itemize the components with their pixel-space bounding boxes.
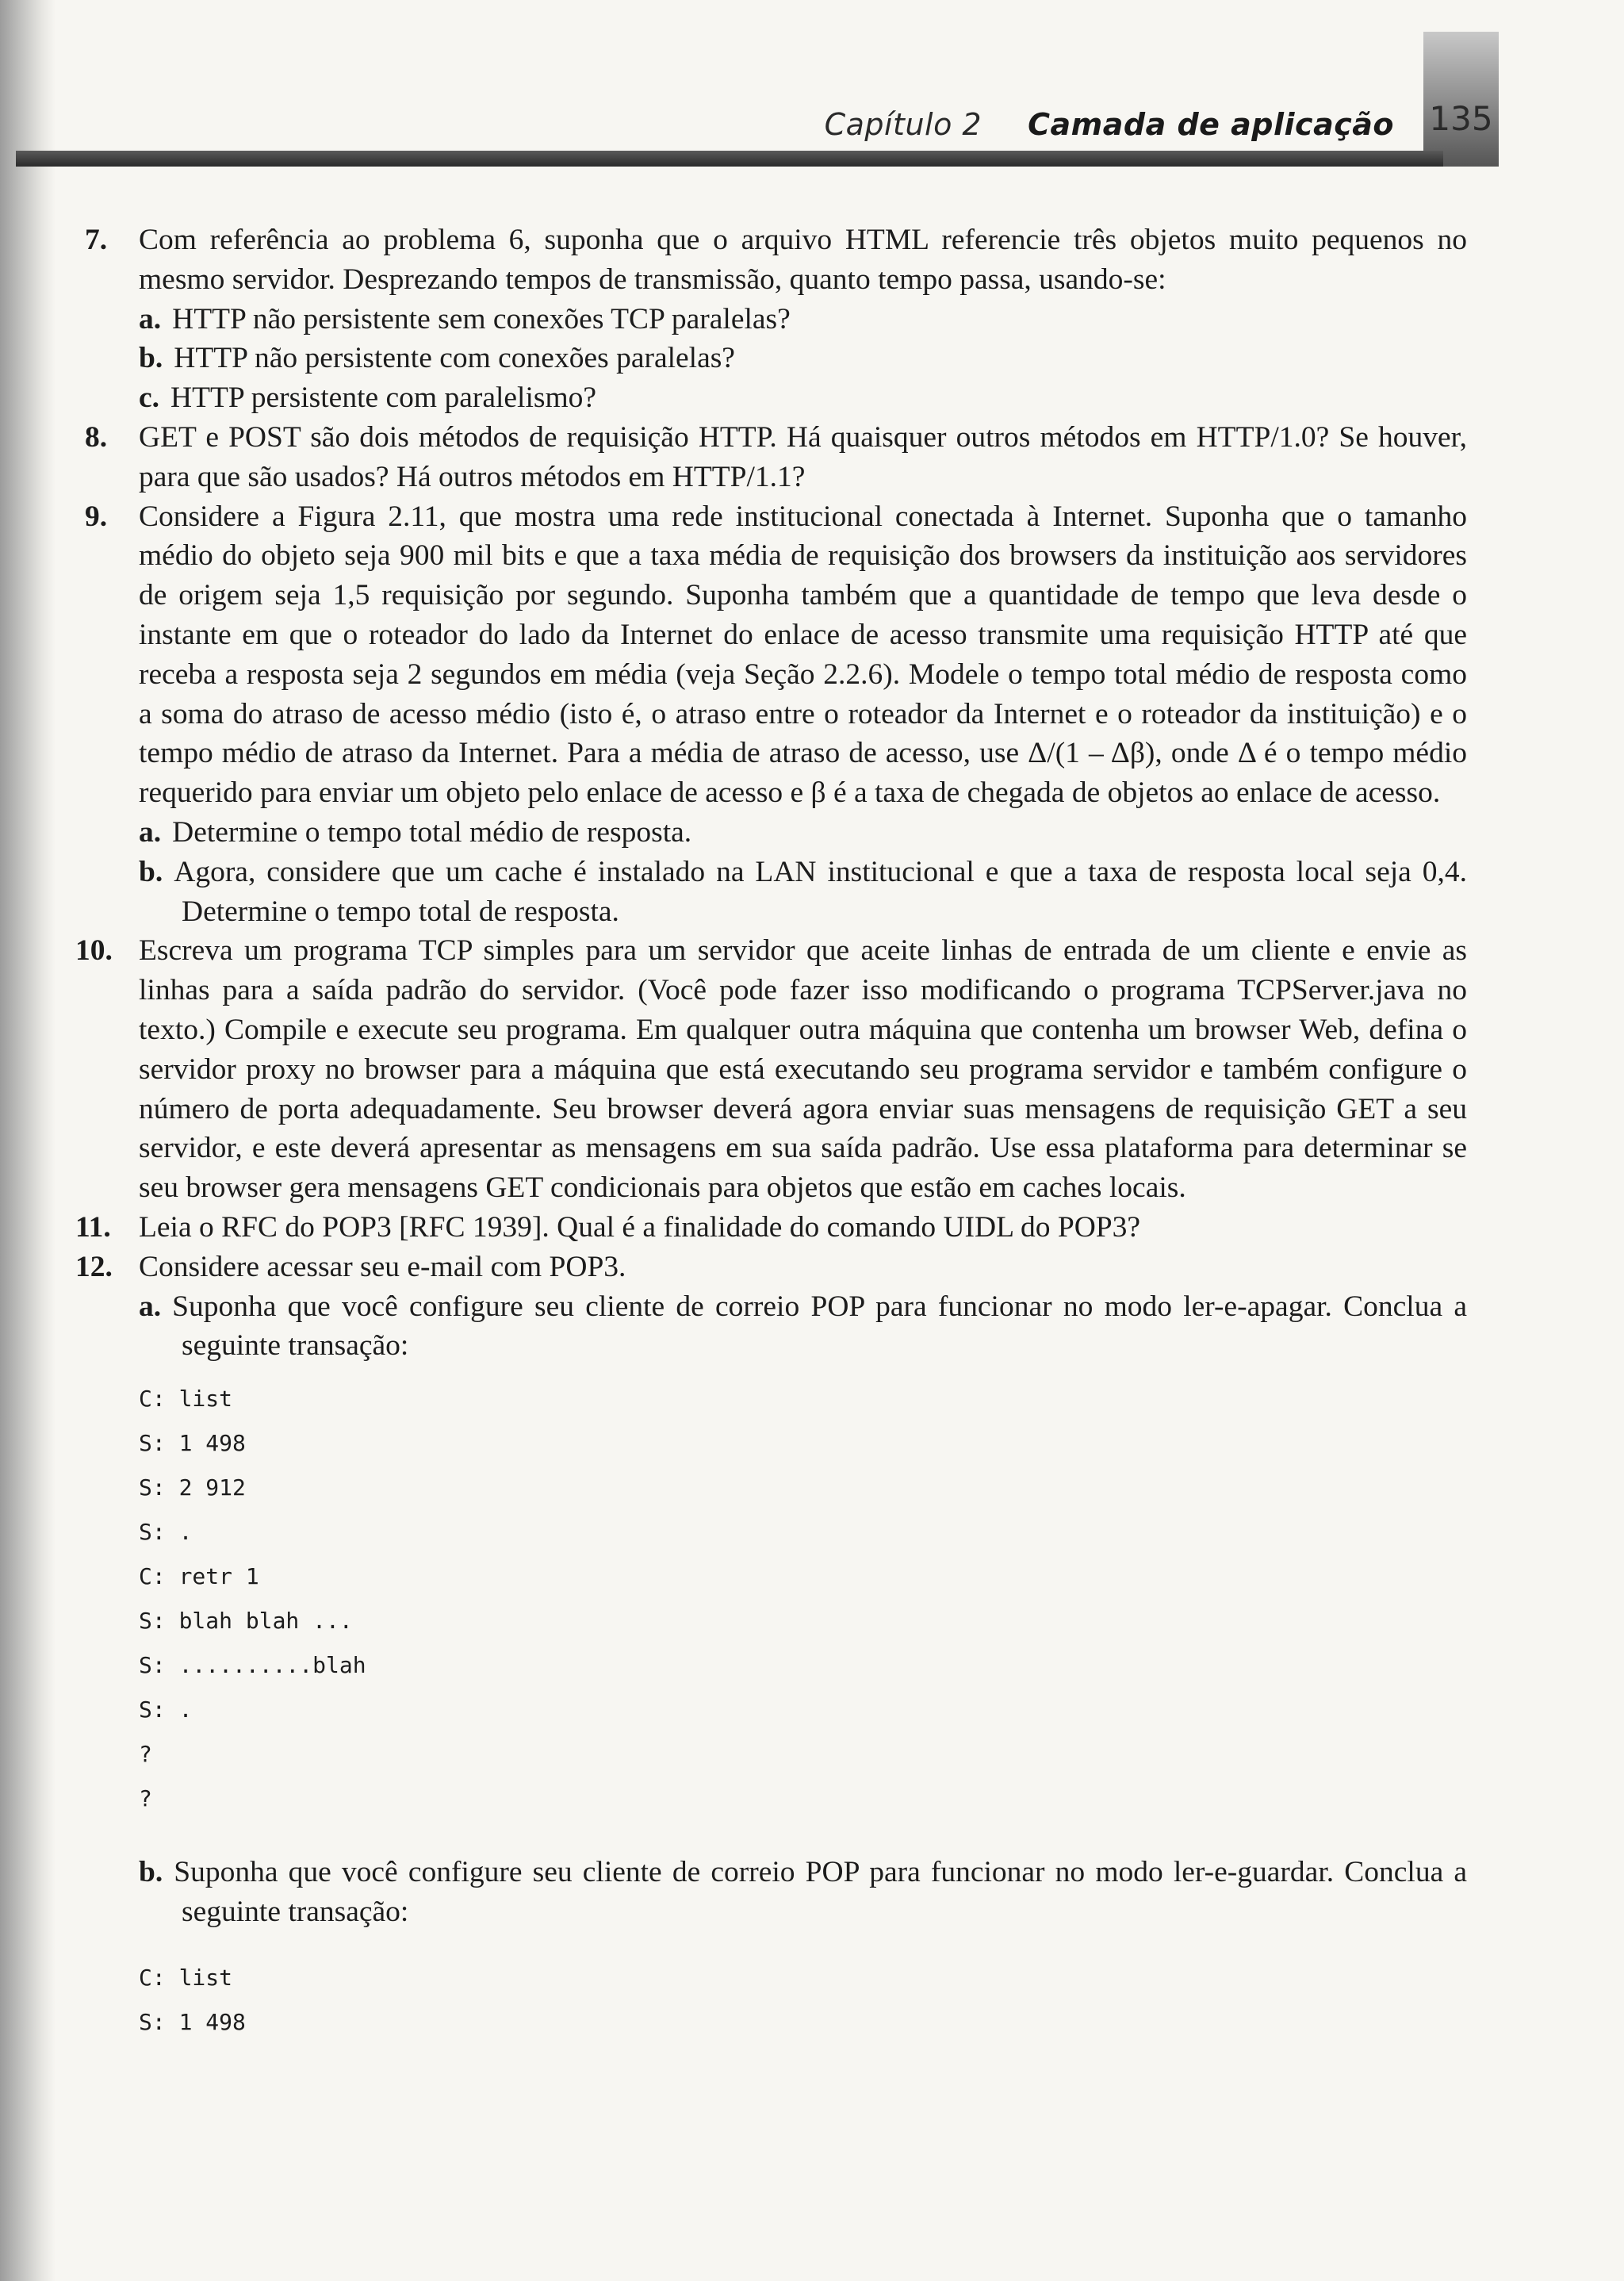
- problem-number: 10.: [75, 934, 113, 968]
- problem-text: Leia o RFC do POP3 [RFC 1939]. Qual é a finalidade do comando UIDL do POP3?: [139, 1210, 1141, 1244]
- problem-11: [75, 1208, 1467, 1248]
- problem-9: [85, 497, 1467, 932]
- problem-number: 8.: [85, 420, 108, 454]
- problem-7: [85, 220, 1467, 418]
- subitem-label: a.: [139, 302, 162, 335]
- subitem-b: [139, 339, 1467, 378]
- subitem-b: [139, 853, 1467, 932]
- problem-text: Considere a Figura 2.11, que mostra uma rede institucional conectada à Internet. Suponha que o tamanho médio do objeto seja 900 mil bits e que a taxa média de requisição dos browsers da instituição aos servidores de origem seja 1,5 requisição por segundo. Suponha também que a quantidade de tempo que leva desde o instante em que o roteador do lado da Internet do enlace de acesso transmite uma requisição HTTP até que receba a resposta seja 2 segundos em média (veja Seção 2.2.6). Modele o tempo total médio de resposta como a soma do atraso de acesso médio (isto é, o atraso entre o roteador da Internet e o roteador da instituição) e o tempo médio de atraso da Internet. Para a média de atraso de acesso, use Δ/(1 – Δβ), onde Δ é o tempo médio requerido para enviar um objeto pelo enlace de acesso e β é a taxa de chegada de objetos ao enlace de acesso.: [139, 500, 1467, 810]
- problem-text: Com referência ao problema 6, suponha que o arquivo HTML referencie três objetos muito pequenos no mesmo servidor. Desprezando tempos de transmissão, quanto tempo passa, usando-se:: [139, 224, 1467, 296]
- page-body: [75, 220, 1467, 2053]
- problem-text: Escreva um programa TCP simples para um servidor que aceite linhas de entrada de um cliente e envie as linhas para a saída padrão do servidor. (Você pode fazer isso modificando o programa TCPServer.java no texto.) Compile e execute seu programa. Em qualquer outra máquina que contenha um browser Web, defina o servidor proxy no browser para a máquina que está executando seu programa servidor e também configure o número de porta adequadamente. Seu browser deverá agora enviar suas mensagens de requisição GET a seu servidor, e este deverá apresentar as mensagens em sua saída padrão. Use essa plataforma para determinar se seu browser gera mensagens GET condicionais para objetos que estão em caches locais.: [139, 934, 1467, 1205]
- code-line: ?: [139, 1741, 152, 1768]
- subitem-text: Determine o tempo total médio de resposta.: [172, 815, 692, 849]
- subitem-label: a.: [139, 815, 162, 849]
- subitem-label: b.: [139, 1856, 163, 1889]
- subitem-text: Suponha que você configure seu cliente de correio POP para funcionar no modo ler-e-guardar. Conclua a seguinte transação:: [174, 1856, 1467, 1928]
- problem-number: 12.: [75, 1250, 113, 1283]
- subitem-text: Suponha que você configure seu cliente de correio POP para funcionar no modo ler-e-apagar. Conclua a seguinte transação:: [172, 1290, 1467, 1363]
- problem-number: 11.: [75, 1210, 111, 1244]
- subitem-a: [139, 300, 1467, 339]
- problem-number: 9.: [85, 500, 108, 533]
- subitem-label: c.: [139, 381, 160, 415]
- code-line: S: blah blah ...: [139, 1608, 353, 1635]
- running-head: [825, 107, 1394, 142]
- book-spine-shadow: [0, 0, 56, 2281]
- subitem-label: a.: [139, 1290, 162, 1323]
- transaction-code-a: [139, 1377, 1467, 1821]
- code-line: S: 1 498: [139, 1430, 246, 1457]
- code-line: S: .: [139, 1696, 193, 1723]
- subitem-text: HTTP persistente com paralelismo?: [170, 381, 597, 415]
- subitem-label: b.: [139, 855, 163, 888]
- code-line: C: list: [139, 1964, 233, 1991]
- problem-number: 7.: [85, 224, 108, 256]
- subitem-text: Agora, considere que um cache é instalado na LAN institucional e que a taxa de resposta local seja 0,4. Determine o tempo total de resposta.: [174, 855, 1467, 928]
- code-line: S: 1 498: [139, 2008, 246, 2035]
- page-number: 135: [1429, 99, 1493, 138]
- problem-10: [75, 931, 1467, 1208]
- problem-text: GET e POST são dois métodos de requisição HTTP. Há quaisquer outros métodos em HTTP/1.0? Se houver, para que são usados? Há outros métodos em HTTP/1.1?: [139, 420, 1467, 493]
- chapter-label: Capítulo 2: [824, 107, 982, 142]
- code-line: S: .: [139, 1519, 193, 1546]
- subitem-a: [139, 813, 1467, 853]
- subitem-text: HTTP não persistente sem conexões TCP paralelas?: [172, 302, 791, 335]
- subitem-c: [139, 378, 1467, 418]
- problem-12: [75, 1248, 1467, 2045]
- transaction-code-b: [139, 1956, 1467, 2045]
- subitem-label: b.: [139, 342, 163, 375]
- problem-8: [85, 418, 1467, 497]
- subitem-a: [139, 1287, 1467, 1367]
- subitem-text: HTTP não persistente com conexões paralelas?: [174, 342, 735, 375]
- header-rule: [16, 151, 1443, 167]
- subitem-b: [139, 1853, 1467, 1932]
- code-line: S: 2 912: [139, 1474, 246, 1501]
- code-line: C: retr 1: [139, 1563, 259, 1590]
- code-line: C: list: [139, 1386, 233, 1413]
- code-line: S: ..........blah: [139, 1652, 366, 1679]
- section-title: Camada de aplicação: [1028, 107, 1394, 142]
- problem-text: Considere acessar seu e-mail com POP3.: [139, 1250, 626, 1283]
- code-line: ?: [139, 1785, 152, 1812]
